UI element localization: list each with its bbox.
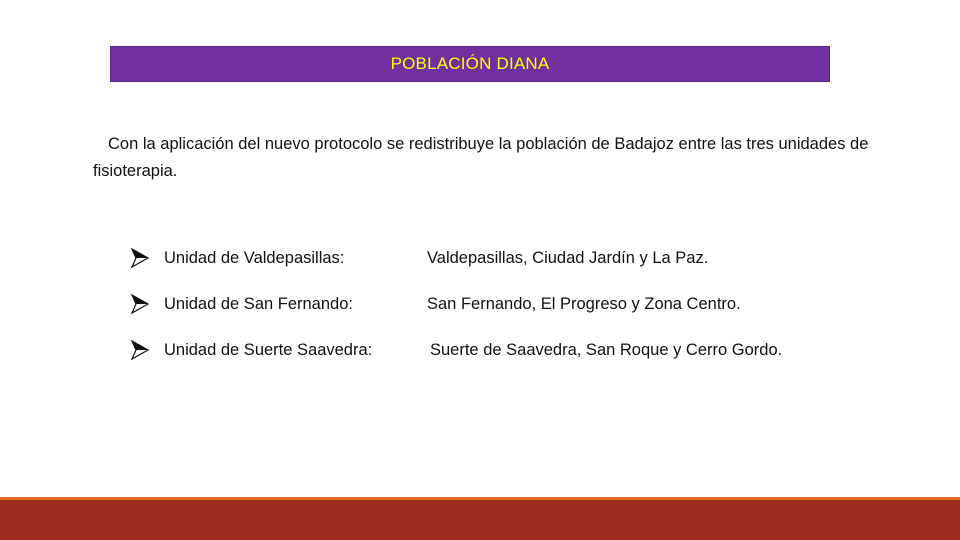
intro-text: Con la aplicación del nuevo protocolo se redistribuye la población de Badajoz entre las tres unidades de fisioterapia.	[93, 135, 869, 180]
arrow-bullet-icon	[130, 294, 150, 314]
arrow-bullet-icon	[130, 248, 150, 268]
unit-name: Unidad de San Fernando:	[164, 295, 353, 313]
list-item	[130, 246, 850, 292]
footer-band	[0, 500, 960, 540]
arrow-bullet-icon	[130, 340, 150, 360]
intro-paragraph	[93, 131, 883, 185]
unit-areas: Valdepasillas, Ciudad Jardín y La Paz.	[427, 249, 709, 267]
unit-name: Unidad de Valdepasillas:	[164, 249, 345, 267]
list-item	[130, 338, 850, 384]
unit-areas: Suerte de Saavedra, San Roque y Cerro Gordo.	[430, 341, 783, 359]
title-bar	[110, 46, 830, 82]
unit-areas: San Fernando, El Progreso y Zona Centro.	[427, 295, 741, 313]
unit-name: Unidad de Suerte Saavedra:	[164, 341, 373, 359]
page-title: POBLACIÓN DIANA	[390, 54, 550, 73]
units-list	[130, 246, 850, 384]
list-item	[130, 292, 850, 338]
